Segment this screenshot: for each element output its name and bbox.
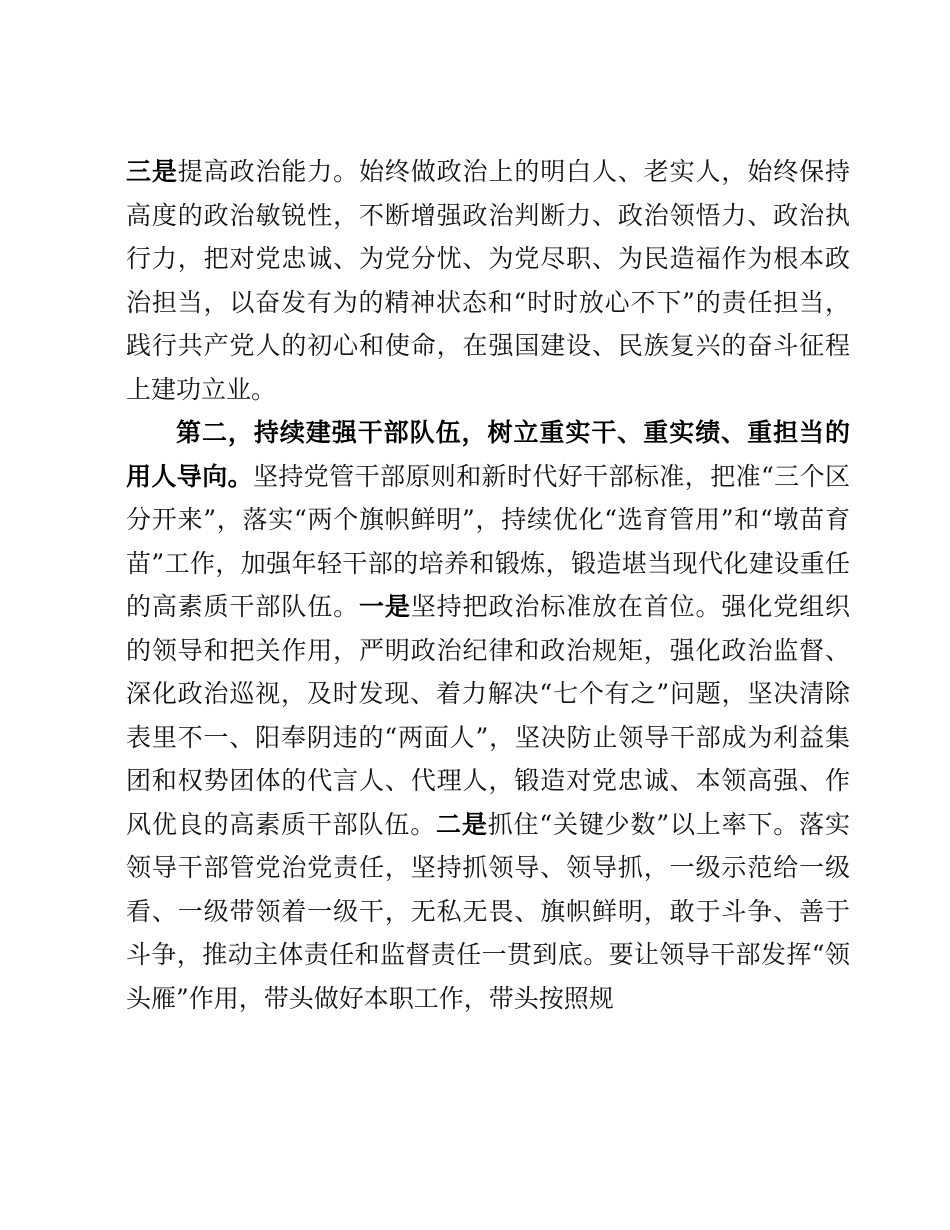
- text-run: 坚持党管干部原则和新时代好干部标准，把准“三个区分开来”，落实“两个旗帜鲜明”，持续优化“选育管用”和“墩苗育苗”工作，加强年轻干部的培养和锻炼，锻造堪当现代化建设重任的高素质干部队伍。: [126, 461, 850, 621]
- paragraph-2: [126, 411, 850, 1020]
- section-heading-bold-run: 第二，持续建强干部队伍，树立重实干、重实绩、重担当的用人导向。: [126, 418, 850, 491]
- text-run: 抓住“关键少数”以上率下。落实领导干部管党治党责任，坚持抓领导、领导抓，一级示范给一级看、一级带领着一级干，无私无畏、旗帜鲜明，敢于斗争、善于斗争，推动主体责任和监督责任一贯到底。要让领导干部发挥“领头雁”作用，带头做好本职工作，带头按照规: [126, 809, 850, 1013]
- text-run: 坚持把政治标准放在首位。强化党组织的领导和把关作用，严明政治纪律和政治规矩，强化政治监督、深化政治巡视，及时发现、着力解决“七个有之”问题，坚决清除表里不一、阳奉阴违的“两面人”，坚决防止领导干部成为利益集团和权势团体的代言人、代理人，锻造对党忠诚、本领高强、作风优良的高素质干部队伍。: [126, 592, 850, 839]
- body-text: [126, 150, 850, 1020]
- lead-bold-run: 一是: [359, 592, 411, 621]
- text-run: 提高政治能力。始终做政治上的明白人、老实人，始终保持高度的政治敏锐性，不断增强政治判断力、政治领悟力、政治执行力，把对党忠诚、为党分忧、为党尽职、为民造福作为根本政治担当，以奋发有为的精神状态和“时时放心不下”的责任担当，践行共产党人的初心和使命，在强国建设、民族复兴的奋斗征程上建功立业。: [126, 157, 850, 404]
- paragraph-1: [126, 150, 850, 411]
- lead-bold-run: 三是: [126, 157, 178, 186]
- lead-bold-run: 二是: [436, 809, 488, 839]
